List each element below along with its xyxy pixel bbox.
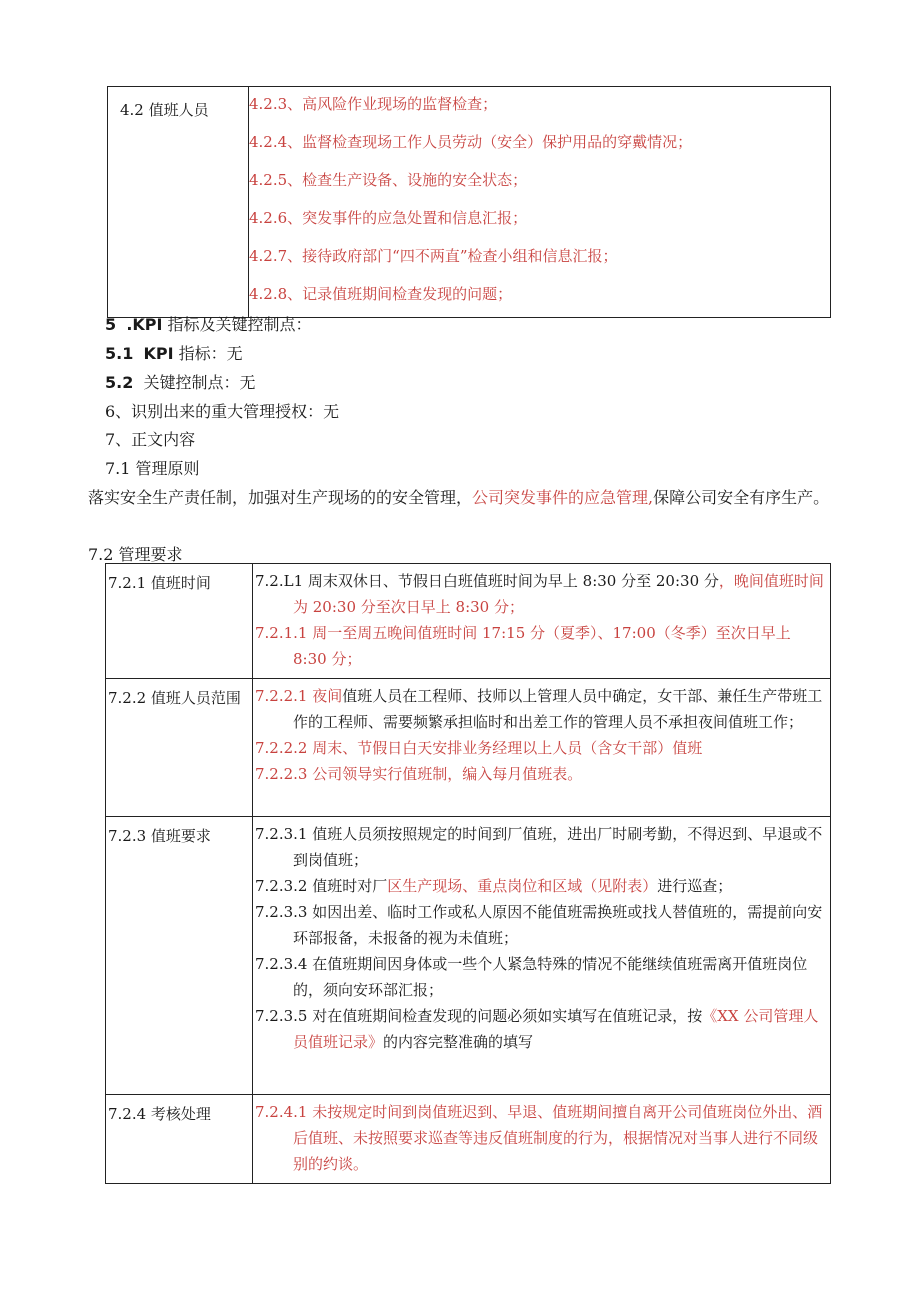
item-7-2-1-a-red: ，晚间值班时间为 20:30 分至次日早上 8:30 分； (293, 572, 824, 616)
principle-text-2: 公司突发事件的应急管理, (472, 488, 654, 507)
item-7-2-3-1: 7.2.3.1 值班人员须按照规定的时间到厂值班，进出厂时刷考勤，不得迟到、早退或不到岗值班； (255, 825, 823, 869)
row-duty-scope-content (253, 679, 831, 817)
principle-text-3: 保障公司安全有序生产。 (653, 488, 830, 507)
item-7-2-3-5 (255, 1003, 824, 1055)
item-7-2-1-a-text: 7.2.L1 周末双休日、节假日白班值班时间为早上 8:30 分至 20:30 分 (255, 572, 719, 590)
heading-7: 7、正文内容 (105, 430, 196, 449)
section-4-2-items (249, 87, 831, 318)
heading-5-2 (105, 370, 256, 393)
row-duty-time-label: 7.2.1 值班时间 (106, 564, 253, 679)
item-7-2-3-2 (255, 873, 824, 899)
heading-5-1-text: KPI 指标：无 (143, 344, 243, 363)
item-7-2-3-2-red: 区生产现场、重点岗位和区域（见附表） (387, 877, 658, 895)
heading-5-2-number: 5.2 (105, 373, 134, 392)
row-duty-requirements-label: 7.2.3 值班要求 (106, 817, 253, 1095)
item-4-2-8: 4.2.8、记录值班期间检查发现的问题； (249, 285, 513, 303)
item-4-2-5: 4.2.5、检查生产设备、设施的安全状态； (249, 171, 528, 189)
row-duty-scope-label: 7.2.2 值班人员范围 (106, 679, 253, 817)
heading-5-1 (105, 341, 243, 364)
row-assessment-content (253, 1095, 831, 1184)
item-7-2-2-3: 7.2.2.3 公司领导实行值班制，编入每月值班表。 (255, 765, 583, 783)
row-duty-time-content (253, 564, 831, 679)
management-requirements-table (105, 563, 831, 1184)
item-7-2-3-5-red: 《XX 公司管理人员值班记录》 (293, 1007, 819, 1051)
item-7-2-1-1: 7.2.1.1 周一至周五晚间值班时间 17:15 分（夏季）、17:00（冬季）至次日早上 8:30 分； (255, 624, 791, 668)
heading-5 (105, 312, 312, 335)
management-principle (88, 482, 848, 513)
item-7-2-3-5-tail: 的内容完整准确的填写 (383, 1033, 534, 1051)
item-4-2-7: 4.2.7、接待政府部门“四不两直”检查小组和信息汇报； (249, 247, 618, 265)
heading-5-number: 5 (105, 315, 117, 334)
heading-7-1: 7.1 管理原则 (105, 459, 200, 478)
heading-5-2-text: 关键控制点：无 (143, 373, 256, 392)
item-7-2-1-a (255, 568, 824, 620)
item-7-2-3-2-tail: 进行巡查； (657, 877, 733, 895)
row-duty-requirements-content (253, 817, 831, 1095)
heading-7-2: 7.2 管理要求 (88, 545, 183, 564)
item-7-2-4-1: 7.2.4.1 未按规定时间到岗值班迟到、早退、值班期间擅自离开公司值班岗位外出、酒后值班、未按照要求巡查等违反值班制度的行为，根据情况对当事人进行不同级别的约谈。 (255, 1103, 823, 1173)
item-4-2-6: 4.2.6、突发事件的应急处置和信息汇报； (249, 209, 528, 227)
item-7-2-3-4: 7.2.3.4 在值班期间因身体或一些个人紧急特殊的情况不能继续值班需离开值班岗位的，须向安环部汇报； (255, 955, 808, 999)
item-7-2-2-2: 7.2.2.2 周末、节假日白天安排业务经理以上人员（含女干部）值班 (255, 739, 703, 757)
row-assessment-label: 7.2.4 考核处理 (106, 1095, 253, 1184)
item-4-2-4: 4.2.4、监督检查现场工作人员劳动（安全）保护用品的穿戴情况； (249, 133, 693, 151)
principle-text-1: 落实安全生产责任制，加强对生产现场的的安全管理， (88, 488, 473, 507)
item-4-2-3: 4.2.3、高风险作业现场的监督检查； (249, 95, 498, 113)
item-7-2-2-1-text: 值班人员在工程师、技师以上管理人员中确定，女干部、兼任生产带班工作的工程师、需要频繁承担临时和出差工作的管理人员不承担夜间值班工作； (293, 687, 823, 731)
item-7-2-3-2-text: 7.2.3.2 值班时对厂 (255, 877, 388, 895)
heading-6: 6、识别出来的重大管理授权：无 (105, 402, 340, 421)
item-7-2-3-5-text: 7.2.3.5 对在值班期间检查发现的问题必须如实填写在值班记录，按 (255, 1007, 703, 1025)
heading-5-1-number: 5.1 (105, 344, 134, 363)
item-7-2-3-3: 7.2.3.3 如因出差、临时工作或私人原因不能值班需换班或找人替值班的，需提前向安环部报备，未报备的视为未值班； (255, 903, 823, 947)
item-7-2-2-1-red: 7.2.2.1 夜间 (255, 687, 343, 705)
section-4-2-label: 4.2 值班人员 (108, 87, 249, 318)
item-7-2-2-1 (255, 683, 824, 735)
heading-5-text: .KPI 指标及关键控制点： (126, 315, 312, 334)
duty-personnel-table (107, 86, 831, 318)
